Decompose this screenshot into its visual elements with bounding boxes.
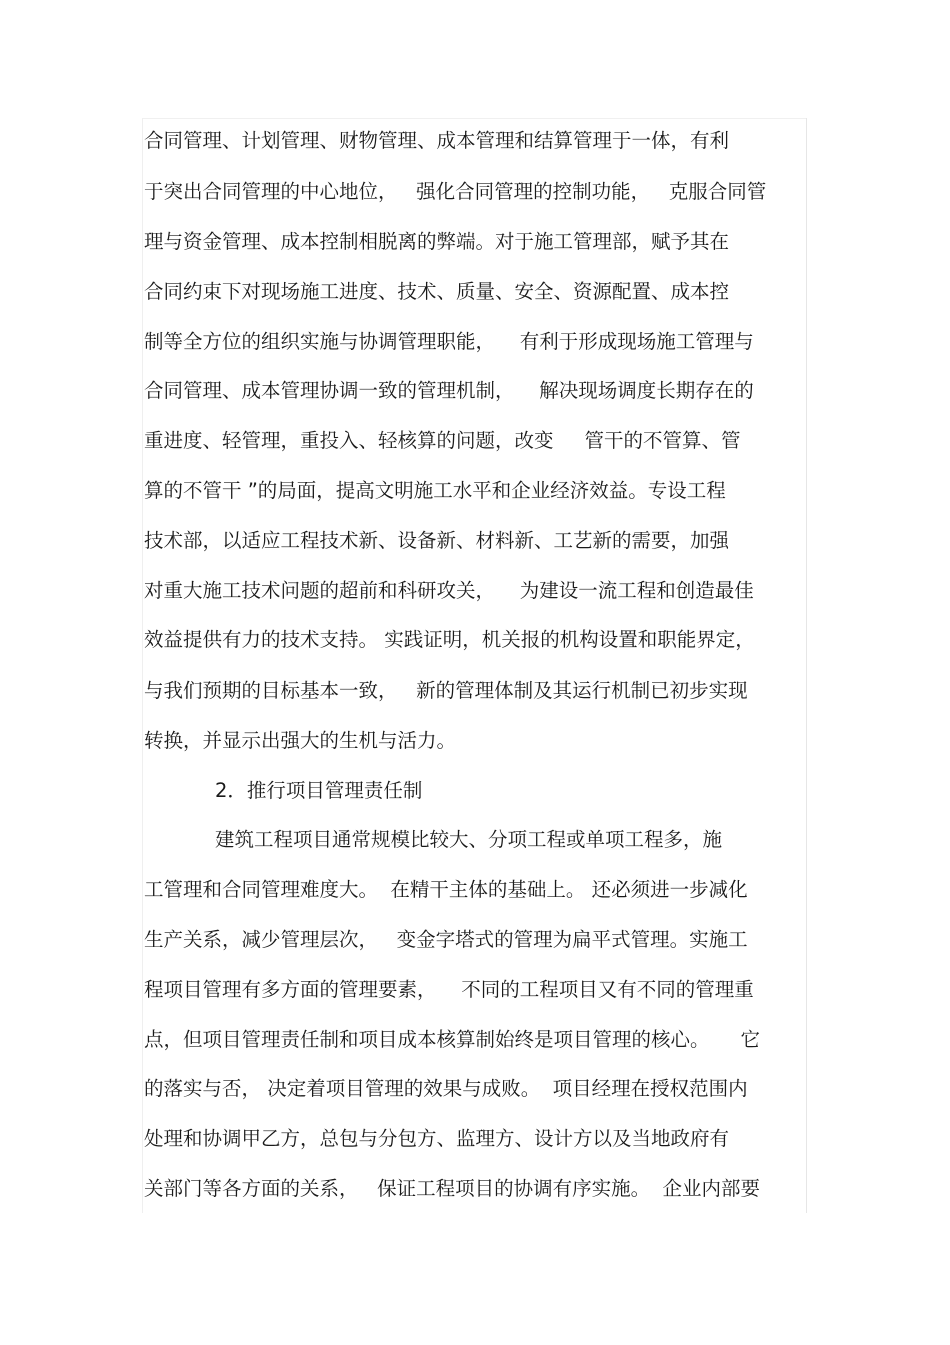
paragraph-line: 合同管理、成本管理协调一致的管理机制， 解决现场调度长期存在的: [144, 379, 754, 402]
paragraph-line: 技术部，以适应工程技术新、设备新、材料新、工艺新的需要，加强: [144, 529, 730, 552]
page-border-right: [806, 118, 807, 1213]
paragraph-line: 关部门等各方面的关系， 保证工程项目的协调有序实施。 企业内部要: [144, 1177, 760, 1200]
paragraph-line: 重进度、轻管理，重投入、轻核算的问题，改变 管干的不管算、管: [144, 429, 741, 452]
paragraph-line: 合同约束下对现场施工进度、技术、质量、安全、资源配置、成本控: [144, 280, 730, 303]
page-border-left: [142, 118, 143, 1213]
paragraph-line: 于突出合同管理的中心地位， 强化合同管理的控制功能， 克服合同管: [144, 180, 767, 203]
paragraph-line: 对重大施工技术问题的超前和科研攻关， 为建设一流工程和创造最佳: [144, 579, 754, 602]
paragraph-line: 与我们预期的目标基本一致， 新的管理体制及其运行机制已初步实现: [144, 679, 748, 702]
paragraph-line: 处理和协调甲乙方，总包与分包方、监理方、设计方以及当地政府有: [144, 1127, 730, 1150]
section-heading: 2．推行项目管理责任制: [215, 779, 423, 802]
paragraph-line: 建筑工程项目通常规模比较大、分项工程或单项工程多，施: [215, 828, 723, 851]
paragraph-line: 的落实与否， 决定着项目管理的效果与成败。 项目经理在授权范围内: [144, 1077, 748, 1100]
paragraph-line: 工管理和合同管理难度大。 在精干主体的基础上。 还必须进一步减化: [144, 878, 748, 901]
paragraph-line: 转换，并显示出强大的生机与活力。: [144, 729, 457, 752]
paragraph-line: 点，但项目管理责任制和项目成本核算制始终是项目管理的核心。 它: [144, 1028, 760, 1051]
paragraph-line: 理与资金管理、成本控制相脱离的弊端。对于施工管理部，赋予其在: [144, 230, 730, 253]
page-border-top: [142, 118, 806, 119]
paragraph-line: 效益提供有力的技术支持。 实践证明，机关报的机构设置和职能界定，: [144, 628, 755, 651]
paragraph-line: 合同管理、计划管理、财物管理、成本管理和结算管理于一体，有利: [144, 129, 730, 152]
paragraph-line: 生产关系，减少管理层次， 变金字塔式的管理为扁平式管理。实施工: [144, 928, 748, 951]
paragraph-line: 程项目管理有多方面的管理要素， 不同的工程项目又有不同的管理重: [144, 978, 754, 1001]
paragraph-line: 制等全方位的组织实施与协调管理职能， 有利于形成现场施工管理与: [144, 330, 754, 353]
paragraph-line: 算的不管干 ”的局面，提高文明施工水平和企业经济效益。专设工程: [144, 479, 726, 502]
